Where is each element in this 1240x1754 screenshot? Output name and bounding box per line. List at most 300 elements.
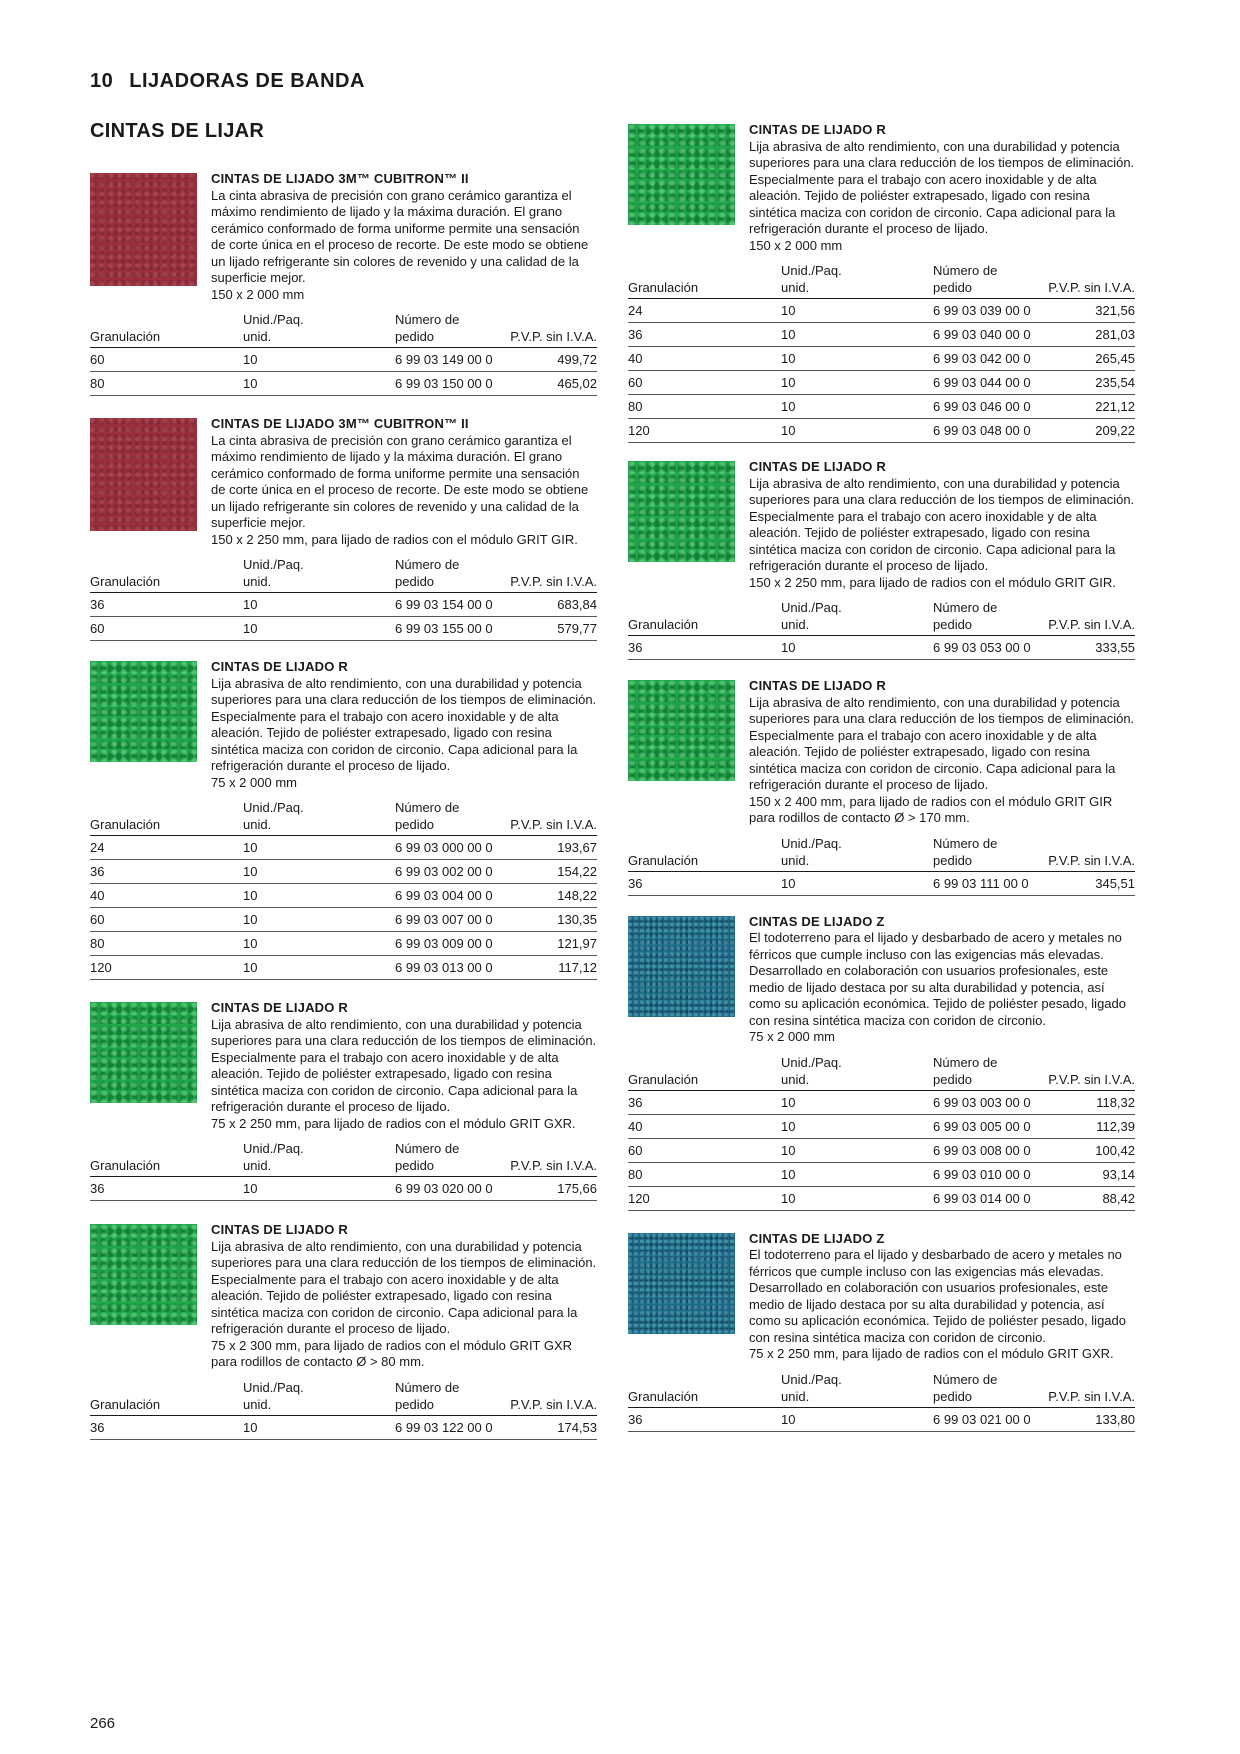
cell-price: 148,22 [507, 884, 597, 908]
cell-pedido: 6 99 03 020 00 0 [395, 1177, 507, 1201]
cell-unid: 10 [781, 395, 933, 419]
header-numero-line1: Número de [933, 1371, 998, 1387]
chapter-name: LIJADORAS DE BANDA [129, 70, 365, 92]
cell-price: 175,66 [507, 1177, 597, 1201]
header-numero-line2: pedido [933, 280, 973, 295]
product-description: Lija abrasiva de alto rendimiento, con una durabilidad y potencia superiores para una clara reducción de los tiempos de eliminación. Especialmente para el trabajo con acero inoxidable y de alta aleación. Tejido de poliéster extrapesado, ligado con resina sintética maciza con coridon de circonio. Capa adicional para la refrigeración durante el proceso de lijado. [211, 1016, 597, 1114]
header-granulacion: Granulación [90, 556, 243, 593]
product-name: CINTAS DE LIJADO Z [749, 1230, 885, 1246]
header-unid [781, 835, 933, 872]
table-body [628, 1407, 1135, 1431]
cell-pedido: 6 99 03 150 00 0 [395, 372, 507, 396]
product-text [749, 122, 1135, 254]
product-size: 150 x 2 000 mm [749, 237, 843, 253]
cell-granulacion: 36 [628, 871, 781, 895]
cell-unid: 10 [781, 419, 933, 443]
header-unid-line2: unid. [781, 280, 810, 295]
product-header [90, 173, 597, 303]
product-block [90, 1002, 597, 1201]
cell-granulacion: 60 [90, 348, 243, 372]
header-unid [781, 262, 933, 299]
cell-granulacion: 36 [90, 593, 243, 617]
product-header [628, 680, 1135, 827]
cell-granulacion: 40 [628, 1114, 781, 1138]
product-size: 75 x 2 300 mm, para lijado de radios con el módulo GRIT GXR para rodillos de contacto Ø > 80 mm. [211, 1337, 573, 1369]
header-numero-line1: Número de [395, 1379, 460, 1395]
cell-unid: 10 [243, 956, 395, 980]
cell-granulacion: 80 [90, 372, 243, 396]
product-name: CINTAS DE LIJADO R [749, 678, 886, 693]
table-row [90, 836, 597, 860]
block-spacer [90, 396, 597, 418]
cell-unid: 10 [243, 348, 395, 372]
cell-price: 579,77 [507, 617, 597, 641]
product-header [90, 418, 597, 548]
product-name: CINTAS DE LIJADO 3M™ CUBITRON™ II [211, 171, 469, 186]
cell-price: 118,32 [1045, 1090, 1135, 1114]
header-unid-line2: unid. [243, 817, 272, 832]
cell-granulacion: 36 [90, 860, 243, 884]
cell-pedido: 6 99 03 004 00 0 [395, 884, 507, 908]
table-row [90, 1177, 597, 1201]
header-numero-line1: Número de [933, 600, 998, 615]
table-body [628, 636, 1135, 660]
table-row [628, 1162, 1135, 1186]
cell-price: 333,55 [1045, 636, 1135, 660]
table-row [628, 1407, 1135, 1431]
product-description: Lija abrasiva de alto rendimiento, con una durabilidad y potencia superiores para una clara reducción de los tiempos de eliminación. Especialmente para el trabajo con acero inoxidable y de alta aleación. Tejido de poliéster extrapesado, ligado con resina sintética maciza con coridon de circonio. Capa adicional para la refrigeración durante el proceso de lijado. [749, 475, 1135, 573]
header-unid-line1: Unid./Paq. [243, 312, 304, 327]
cell-unid: 10 [243, 593, 395, 617]
header-granulacion: Granulación [90, 1379, 243, 1416]
header-numero-line1: Número de [933, 263, 998, 278]
header-numero [395, 1379, 507, 1416]
header-numero-line2: pedido [395, 574, 435, 589]
product-name: CINTAS DE LIJADO R [211, 1222, 348, 1237]
table-row [90, 956, 597, 980]
cell-unid: 10 [243, 932, 395, 956]
cell-price: 133,80 [1045, 1407, 1135, 1431]
product-table [628, 835, 1135, 896]
table-header-row [628, 599, 1135, 636]
table-body [628, 1090, 1135, 1210]
table-body [90, 593, 597, 641]
product-table [628, 1371, 1135, 1432]
cell-unid: 10 [781, 1114, 933, 1138]
product-size: 150 x 2 250 mm, para lijado de radios con el módulo GRIT GIR. [211, 531, 578, 547]
table-header-row [90, 799, 597, 836]
product-block [90, 1224, 597, 1440]
abrasive-swatch-image [628, 680, 735, 781]
header-granulacion: Granulación [628, 835, 781, 872]
table-row [90, 348, 597, 372]
header-pvp: P.V.P. sin I.V.A. [1045, 1371, 1135, 1408]
product-block [90, 661, 597, 980]
cell-granulacion: 36 [628, 636, 781, 660]
product-name: CINTAS DE LIJADO Z [749, 913, 885, 929]
cell-granulacion: 120 [628, 1186, 781, 1210]
header-pvp: P.V.P. sin I.V.A. [507, 799, 597, 836]
product-description: La cinta abrasiva de precisión con grano cerámico garantiza el máximo rendimiento de lijado y la máxima duración. El grano cerámico conformado de forma uniforme permite una sensación de corte única en el proceso de recorte. De este modo se obtiene un lijado refrigerante sin colores de revenido y una calidad de la superficie mejor. [211, 187, 589, 285]
cell-pedido: 6 99 03 039 00 0 [933, 299, 1045, 323]
block-spacer [90, 980, 597, 1002]
cell-pedido: 6 99 03 002 00 0 [395, 860, 507, 884]
product-description: Lija abrasiva de alto rendimiento, con una durabilidad y potencia superiores para una clara reducción de los tiempos de eliminación. Especialmente para el trabajo con acero inoxidable y de alta aleación. Tejido de poliéster extrapesado, ligado con resina sintética maciza con coridon de circonio. Capa adicional para la refrigeración durante el proceso de lijado. [211, 675, 597, 773]
cell-price: 281,03 [1045, 323, 1135, 347]
cell-pedido: 6 99 03 046 00 0 [933, 395, 1045, 419]
header-numero [933, 599, 1045, 636]
page-number: 266 [90, 1715, 116, 1732]
product-size: 75 x 2 000 mm [211, 774, 297, 790]
header-numero-line2: pedido [933, 852, 973, 868]
block-spacer [628, 896, 1135, 916]
header-granulacion: Granulación [628, 1371, 781, 1408]
cell-granulacion: 40 [628, 347, 781, 371]
table-header [90, 1140, 597, 1177]
header-granulacion: Granulación [628, 599, 781, 636]
cell-price: 88,42 [1045, 1186, 1135, 1210]
product-table [628, 599, 1135, 660]
cell-price: 235,54 [1045, 371, 1135, 395]
cell-pedido: 6 99 03 149 00 0 [395, 348, 507, 372]
section-title: CINTAS DE LIJAR [90, 120, 265, 142]
header-numero [395, 311, 507, 348]
header-unid [781, 1054, 933, 1091]
cell-granulacion: 80 [628, 1162, 781, 1186]
table-header [90, 556, 597, 593]
cell-unid: 10 [243, 908, 395, 932]
cell-price: 130,35 [507, 908, 597, 932]
cell-pedido: 6 99 03 111 00 0 [933, 871, 1045, 895]
header-unid-line2: unid. [781, 852, 810, 868]
table-row [90, 884, 597, 908]
cell-price: 265,45 [1045, 347, 1135, 371]
abrasive-swatch-image [90, 1224, 197, 1325]
cell-granulacion: 36 [628, 323, 781, 347]
cell-pedido: 6 99 03 048 00 0 [933, 419, 1045, 443]
cell-unid: 10 [781, 323, 933, 347]
table-row [90, 372, 597, 396]
table-header [90, 311, 597, 348]
product-table [628, 1054, 1135, 1211]
cell-granulacion: 36 [90, 1177, 243, 1201]
table-row [628, 299, 1135, 323]
header-pvp: P.V.P. sin I.V.A. [1045, 599, 1135, 636]
abrasive-swatch-image [628, 124, 735, 225]
header-pvp: P.V.P. sin I.V.A. [1045, 262, 1135, 299]
header-unid-line2: unid. [781, 617, 810, 632]
product-description: El todoterreno para el lijado y desbarbado de acero y metales no férricos que cumple incluso con las exigencias más elevadas. Desarrollado en colaboración con usuarios profesionales, este medio de lijado destaca por su alta durabilidad y potencia, así como su aplicación económica. Tejido de poliéster pesado, ligado con resina sintética maciza con coridon de circonio. [749, 930, 1126, 1028]
header-numero-line1: Número de [395, 557, 460, 572]
cell-pedido: 6 99 03 021 00 0 [933, 1407, 1045, 1431]
abrasive-swatch-image [90, 1002, 197, 1103]
block-spacer [90, 1201, 597, 1224]
product-description: Lija abrasiva de alto rendimiento, con una durabilidad y potencia superiores para una clara reducción de los tiempos de eliminación. Especialmente para el trabajo con acero inoxidable y de alta aleación. Tejido de poliéster extrapesado, ligado con resina sintética maciza con coridon de circonio. Capa adicional para la refrigeración durante el proceso de lijado. [749, 138, 1135, 236]
cell-granulacion: 36 [628, 1407, 781, 1431]
product-table [90, 311, 597, 396]
cell-granulacion: 24 [628, 299, 781, 323]
header-pvp: P.V.P. sin I.V.A. [507, 1140, 597, 1177]
cell-price: 221,12 [1045, 395, 1135, 419]
cell-granulacion: 60 [628, 371, 781, 395]
product-table [90, 1140, 597, 1201]
cell-unid: 10 [243, 1177, 395, 1201]
table-header-row [628, 1371, 1135, 1408]
cell-price: 174,53 [507, 1415, 597, 1439]
cell-granulacion: 40 [90, 884, 243, 908]
table-row [90, 617, 597, 641]
table-row [628, 1186, 1135, 1210]
abrasive-swatch-image [628, 461, 735, 562]
product-text [211, 1000, 597, 1132]
cell-pedido: 6 99 03 155 00 0 [395, 617, 507, 641]
block-spacer [90, 641, 597, 661]
header-numero-line2: pedido [933, 1388, 973, 1404]
cell-unid: 10 [243, 617, 395, 641]
chapter-number: 10 [90, 70, 114, 92]
cell-unid: 10 [781, 1162, 933, 1186]
product-header [90, 1224, 597, 1371]
product-size: 75 x 2 250 mm, para lijado de radios con el módulo GRIT GXR. [211, 1115, 576, 1131]
header-numero-line1: Número de [395, 1141, 460, 1156]
header-numero-line2: pedido [933, 617, 973, 632]
header-numero-line2: pedido [395, 817, 435, 832]
product-header [90, 1002, 597, 1132]
header-unid-line1: Unid./Paq. [781, 1371, 842, 1387]
block-spacer [628, 660, 1135, 680]
table-header-row [628, 262, 1135, 299]
header-unid [781, 599, 933, 636]
product-text [211, 659, 597, 791]
cell-price: 209,22 [1045, 419, 1135, 443]
header-pvp: P.V.P. sin I.V.A. [1045, 1054, 1135, 1091]
cell-unid: 10 [781, 871, 933, 895]
header-granulacion: Granulación [90, 311, 243, 348]
table-header [628, 1054, 1135, 1091]
header-numero [933, 1371, 1045, 1408]
product-table [628, 262, 1135, 443]
cell-pedido: 6 99 03 122 00 0 [395, 1415, 507, 1439]
cell-pedido: 6 99 03 013 00 0 [395, 956, 507, 980]
product-header [90, 661, 597, 791]
cell-pedido: 6 99 03 042 00 0 [933, 347, 1045, 371]
product-name: CINTAS DE LIJADO 3M™ CUBITRON™ II [211, 416, 469, 431]
product-description: Lija abrasiva de alto rendimiento, con una durabilidad y potencia superiores para una clara reducción de los tiempos de eliminación. Especialmente para el trabajo con acero inoxidable y de alta aleación. Tejido de poliéster extrapesado, ligado con resina sintética maciza con coridon de circonio. Capa adicional para la refrigeración durante el proceso de lijado. [211, 1238, 597, 1336]
cell-unid: 10 [243, 884, 395, 908]
product-description: El todoterreno para el lijado y desbarbado de acero y metales no férricos que cumple incluso con las exigencias más elevadas. Desarrollado en colaboración con usuarios profesionales, este medio de lijado destaca por su alta durabilidad y potencia, así como su aplicación económica. Tejido de poliéster pesado, ligado con resina sintética maciza con coridon de circonio. [749, 1247, 1126, 1345]
table-body [628, 299, 1135, 443]
cell-unid: 10 [243, 860, 395, 884]
header-unid [243, 799, 395, 836]
product-block [628, 913, 1135, 1211]
cell-price: 100,42 [1045, 1138, 1135, 1162]
table-row [90, 908, 597, 932]
header-unid-line2: unid. [243, 1396, 272, 1412]
table-row [628, 871, 1135, 895]
cell-pedido: 6 99 03 005 00 0 [933, 1114, 1045, 1138]
product-block [628, 461, 1135, 660]
product-name: CINTAS DE LIJADO R [749, 459, 886, 474]
table-row [628, 323, 1135, 347]
cell-price: 345,51 [1045, 871, 1135, 895]
header-numero-line1: Número de [395, 800, 460, 815]
header-unid [243, 1379, 395, 1416]
product-text [211, 1222, 597, 1371]
product-table [90, 556, 597, 641]
table-row [90, 593, 597, 617]
cell-granulacion: 80 [628, 395, 781, 419]
abrasive-swatch-image [90, 661, 197, 762]
cell-unid: 10 [243, 372, 395, 396]
cell-price: 321,56 [1045, 299, 1135, 323]
cell-granulacion: 24 [90, 836, 243, 860]
table-body [90, 836, 597, 980]
table-row [90, 932, 597, 956]
table-body [90, 348, 597, 396]
product-block [90, 173, 597, 396]
header-numero-line2: pedido [933, 1071, 973, 1087]
table-row [628, 395, 1135, 419]
header-pvp: P.V.P. sin I.V.A. [507, 556, 597, 593]
abrasive-swatch-image [628, 1233, 735, 1334]
header-pvp: P.V.P. sin I.V.A. [507, 311, 597, 348]
header-numero-line2: pedido [395, 1396, 435, 1412]
cell-unid: 10 [781, 371, 933, 395]
header-pvp: P.V.P. sin I.V.A. [507, 1379, 597, 1416]
header-unid-line1: Unid./Paq. [243, 557, 304, 572]
cell-unid: 10 [781, 1186, 933, 1210]
table-row [90, 1415, 597, 1439]
product-description: Lija abrasiva de alto rendimiento, con una durabilidad y potencia superiores para una clara reducción de los tiempos de eliminación. Especialmente para el trabajo con acero inoxidable y de alta aleación. Tejido de poliéster extrapesado, ligado con resina sintética maciza con coridon de circonio. Capa adicional para la refrigeración durante el proceso de lijado. [749, 694, 1135, 792]
header-granulacion: Granulación [90, 1140, 243, 1177]
cell-price: 112,39 [1045, 1114, 1135, 1138]
cell-price: 93,14 [1045, 1162, 1135, 1186]
header-unid-line1: Unid./Paq. [781, 263, 842, 278]
product-text [749, 914, 1135, 1046]
cell-unid: 10 [781, 1138, 933, 1162]
table-body [628, 871, 1135, 895]
product-name: CINTAS DE LIJADO R [749, 122, 886, 137]
cell-granulacion: 36 [90, 1415, 243, 1439]
cell-pedido: 6 99 03 044 00 0 [933, 371, 1045, 395]
header-numero-line1: Número de [933, 1054, 998, 1070]
cell-pedido: 6 99 03 014 00 0 [933, 1186, 1045, 1210]
product-block [628, 124, 1135, 443]
table-header [628, 262, 1135, 299]
header-numero-line1: Número de [933, 835, 998, 851]
header-unid-line2: unid. [781, 1071, 810, 1087]
cell-price: 683,84 [507, 593, 597, 617]
cell-granulacion: 60 [628, 1138, 781, 1162]
header-unid-line1: Unid./Paq. [243, 1141, 304, 1156]
header-unid-line1: Unid./Paq. [781, 835, 842, 851]
abrasive-swatch-image [90, 418, 197, 531]
product-size: 75 x 2 250 mm, para lijado de radios con el módulo GRIT GXR. [749, 1346, 1114, 1361]
cell-unid: 10 [243, 836, 395, 860]
header-granulacion: Granulación [90, 799, 243, 836]
cell-pedido: 6 99 03 000 00 0 [395, 836, 507, 860]
table-body [90, 1177, 597, 1201]
cell-price: 154,22 [507, 860, 597, 884]
header-granulacion: Granulación [628, 262, 781, 299]
cell-granulacion: 36 [628, 1090, 781, 1114]
cell-price: 465,02 [507, 372, 597, 396]
table-header [90, 1379, 597, 1416]
header-unid [243, 1140, 395, 1177]
table-row [90, 860, 597, 884]
product-size: 150 x 2 250 mm, para lijado de radios con el módulo GRIT GIR. [749, 574, 1116, 590]
product-description: La cinta abrasiva de precisión con grano cerámico garantiza el máximo rendimiento de lijado y la máxima duración. El grano cerámico conformado de forma uniforme permite una sensación de corte única en el proceso de recorte. De este modo se obtiene un lijado refrigerante sin colores de revenido y una calidad de la superficie mejor. [211, 432, 589, 530]
table-header-row [90, 556, 597, 593]
header-unid-line2: unid. [781, 1388, 810, 1404]
cell-pedido: 6 99 03 053 00 0 [933, 636, 1045, 660]
right-column [628, 124, 1135, 1432]
table-row [628, 347, 1135, 371]
table-row [628, 1138, 1135, 1162]
header-unid [243, 311, 395, 348]
table-header-row [628, 1054, 1135, 1091]
cell-pedido: 6 99 03 040 00 0 [933, 323, 1045, 347]
cell-price: 499,72 [507, 348, 597, 372]
table-header-row [90, 311, 597, 348]
product-header [628, 1230, 1135, 1363]
header-unid-line1: Unid./Paq. [781, 1054, 842, 1070]
header-numero [933, 262, 1045, 299]
product-text [211, 171, 597, 303]
product-text [749, 678, 1135, 827]
header-numero [395, 556, 507, 593]
cell-granulacion: 60 [90, 908, 243, 932]
product-block [628, 680, 1135, 896]
header-unid [243, 556, 395, 593]
product-table [90, 799, 597, 980]
table-header [628, 1371, 1135, 1408]
product-size: 150 x 2 400 mm, para lijado de radios con el módulo GRIT GIR para rodillos de contacto Ø > 170 mm. [749, 793, 1113, 825]
header-unid-line2: unid. [243, 574, 272, 589]
abrasive-swatch-image [90, 173, 197, 286]
table-header [90, 799, 597, 836]
product-header [628, 913, 1135, 1046]
table-row [628, 419, 1135, 443]
product-size: 75 x 2 000 mm [749, 1029, 835, 1044]
header-numero-line2: pedido [395, 329, 435, 344]
header-unid-line1: Unid./Paq. [243, 1379, 304, 1395]
block-spacer [628, 1211, 1135, 1233]
cell-unid: 10 [781, 347, 933, 371]
table-header-row [628, 835, 1135, 872]
product-header [628, 124, 1135, 254]
chapter-title [90, 70, 365, 93]
cell-granulacion: 60 [90, 617, 243, 641]
cell-unid: 10 [781, 636, 933, 660]
product-name: CINTAS DE LIJADO R [211, 659, 348, 674]
cell-unid: 10 [781, 1090, 933, 1114]
table-row [628, 1114, 1135, 1138]
table-header-row [90, 1379, 597, 1416]
table-header [628, 599, 1135, 636]
header-unid-line1: Unid./Paq. [243, 800, 304, 815]
header-granulacion: Granulación [628, 1054, 781, 1091]
header-numero [395, 1140, 507, 1177]
table-header [628, 835, 1135, 872]
header-unid-line1: Unid./Paq. [781, 600, 842, 615]
product-block [90, 418, 597, 641]
cell-price: 121,97 [507, 932, 597, 956]
table-row [628, 636, 1135, 660]
cell-unid: 10 [243, 1415, 395, 1439]
header-unid-line2: unid. [243, 329, 272, 344]
cell-unid: 10 [781, 299, 933, 323]
